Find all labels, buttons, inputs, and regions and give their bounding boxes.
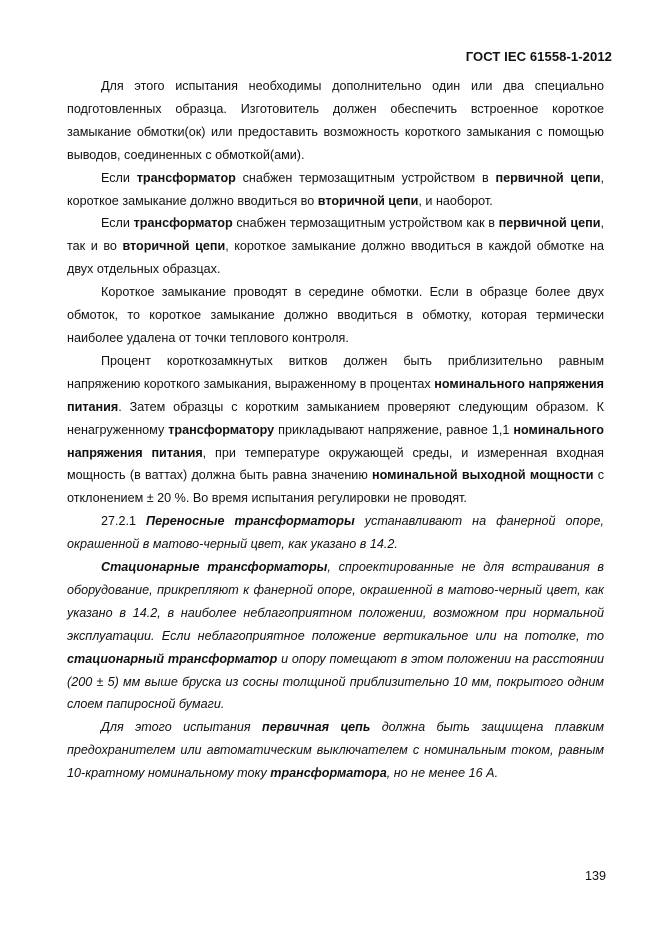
text-run: Процент короткозамкнутых витков должен быть приблизительно равным напряжению короткого замыкания, выраженному в процентах	[67, 353, 604, 391]
term-bold: трансформатору	[168, 422, 275, 437]
text-run: снабжен термозащитным устройством в	[235, 170, 496, 185]
text-run: Если	[101, 170, 137, 185]
text-run: Короткое замыкание проводят в середине обмотки. Если в образце более двух обмоток, то короткое замыкание должно вводиться в обмотку, которая термически наиболее удалена от точки теплового контроля.	[67, 285, 604, 345]
paragraph	[67, 350, 604, 510]
text-run: . Затем образцы с коротким замыканием проверяют следующим образом. К ненагруженному	[67, 399, 604, 437]
text-run: прикладывают напряжение, равное 1,1	[274, 422, 514, 437]
text-run: , так и во	[67, 216, 605, 254]
term-bold: трансформатора	[270, 766, 387, 781]
text-run: Для этого испытания необходимы дополнительно один или два специально подготовленных образца. Изготовитель должен обеспечить встроенное короткое замыкание обмотки(ок) или предоставить возможность короткого замыкания с помощью выводов, соединенных с обмоткой(ами).	[67, 79, 604, 162]
term-bold: номинального напряжения питания	[67, 422, 604, 460]
paragraph	[67, 212, 604, 281]
text-run: должна быть защищена плавким предохранителем или автоматическим выключателем с номинальным током, равным 10-кратному номинальному току	[67, 720, 605, 781]
term-bold: номинальной выходной мощности	[372, 468, 594, 483]
text-run: , спроектированные не для встраивания в оборудование, прикрепляют к фанерной опоре, окрашенной в матово-черный цвет, как указано в 14.2, в наиболее неблагоприятном положении, возможном при нормальной эксплуатации. Если неблагоприятное положение вертикальное или на потолке, то	[67, 560, 604, 643]
text-run: Если	[101, 216, 134, 231]
text-run: 27.2.1	[101, 514, 147, 529]
text-run: снабжен термозащитным устройством как в	[232, 216, 499, 231]
paragraph	[67, 510, 604, 556]
text-run: и опору помещают в этом положении на расстоянии (200 ± 5) мм выше бруска из сосны толщиной приблизительно 10 мм, покрытого одним слоем папиросной бумаги.	[67, 651, 604, 712]
paragraph	[67, 281, 604, 350]
paragraph	[67, 716, 604, 785]
text-run: , короткое замыкание должно вводиться в каждой обмотке на двух отдельных образцах.	[67, 239, 604, 277]
text-run: , при температуре окружающей среды, и измеренная входная мощность (в ваттах) должна быть равна значению	[67, 445, 604, 483]
term-bold: Стационарные трансформаторы	[101, 560, 328, 575]
term-bold: трансформатор	[136, 170, 236, 185]
document-body	[67, 75, 604, 785]
paragraph	[67, 556, 604, 716]
term-bold: Переносные трансформаторы	[146, 514, 355, 529]
term-bold: первичная цепь	[262, 720, 371, 735]
term-bold: вторичной цепи	[317, 193, 419, 208]
term-bold: вторичной цепи	[122, 239, 226, 254]
term-bold: первичной цепи	[495, 170, 601, 185]
text-run: , и наоборот.	[418, 193, 493, 208]
term-bold: стационарный трансформатор	[67, 651, 278, 666]
text-run: Для этого испытания	[101, 720, 263, 735]
text-run: с отклонением ± 20 %. Во время испытания регулировки не проводят.	[67, 468, 605, 506]
page-number: 139	[584, 869, 606, 883]
paragraph	[67, 167, 604, 213]
term-bold: трансформатор	[133, 216, 233, 231]
term-bold: номинального напряжения питания	[67, 376, 605, 414]
term-bold: первичной цепи	[498, 216, 601, 231]
text-run: устанавливают на фанерной опоре, окрашенной в матово-черный цвет, как указано в 14.2.	[67, 514, 604, 552]
text-run: , но не менее 16 А.	[386, 766, 499, 781]
text-run: , короткое замыкание должно вводиться во	[67, 170, 605, 208]
document-header: ГОСТ IEC 61558-1-2012	[465, 49, 612, 64]
paragraph	[67, 75, 604, 167]
